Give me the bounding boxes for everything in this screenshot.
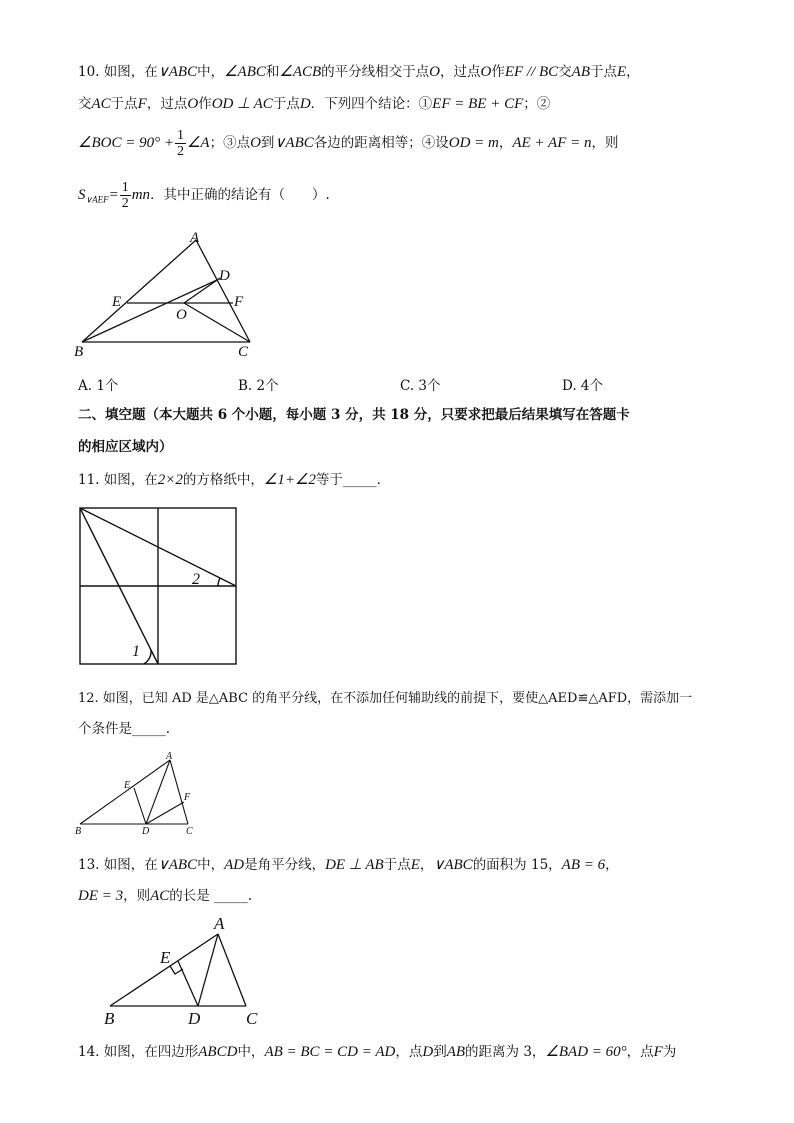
q13-line-1: 13. 如图，在∨ABC中，AD是角平分线，DE ⊥ AB于点E，∨ABC的面积为 15，AB = 6，: [78, 857, 619, 873]
label-c: C: [238, 344, 249, 360]
half-fraction: $\frac{1}{2}$: [176, 128, 184, 159]
label-d: D: [188, 1009, 201, 1028]
label-o: O: [176, 307, 187, 323]
q14-line-1: 14. 如图，在四边形ABCD中，AB = BC = CD = AD，点D到AB的距离为 3，∠BAD = 60°，点F为: [78, 1044, 677, 1060]
label-c: C: [246, 1009, 258, 1028]
label-f: F: [184, 792, 191, 803]
q12-line-1: 12. 如图，已知 AD 是△ABC 的角平分线，在不添加任何辅助线的前提下，要使△AED≌△AFD，需添加一: [78, 691, 693, 706]
label-a: A: [214, 914, 225, 933]
angle-2-label: 2: [192, 571, 200, 588]
q10-line-3: ∠BOC = 90° + $\frac{1}{2}$ ∠A；③点O到∨ABC各边的距离相等；④设OD = m，AE + AF = n，则: [78, 128, 619, 159]
section-2-title-line-2: 的相应区域内）: [78, 439, 173, 455]
q11-text: 11. 如图，在2×2的方格纸中，∠1+∠2等于_____．: [78, 472, 391, 488]
q10-option-d[interactable]: D. 4个: [562, 378, 604, 394]
q11-grid-figure: [78, 506, 240, 668]
label-a: A: [190, 230, 200, 246]
label-b: B: [104, 1009, 115, 1028]
q12-triangle-figure: [72, 750, 202, 838]
q12-line-2: 个条件是_____.: [78, 721, 171, 737]
section-2-title-line-1: 二、填空题（本大题共 6 个小题，每小题 3 分，共 18 分，只要求把最后结果填写在答题卡: [78, 407, 630, 423]
label-b: B: [74, 344, 84, 360]
q10-line-1: 10. 如图，在∨ABC中，∠ABC和∠ACB的平分线相交于点O，过点O作EF // BC交AB于点E，: [78, 64, 640, 80]
q10-line-4: $S_{\vee AEF}=$ $\frac{1}{2}$ mn．其中正确的结论有（ ）.: [78, 180, 330, 211]
label-d: D: [219, 268, 230, 284]
q10-line-2: 交AC于点F，过点O作OD ⊥ AC于点D．下列四个结论：①EF = BE + CF；②: [78, 96, 551, 112]
label-d: D: [142, 826, 150, 837]
q10-option-a[interactable]: A. 1个: [78, 378, 119, 394]
label-c: C: [186, 826, 193, 837]
label-f: F: [234, 294, 244, 310]
q10-option-c[interactable]: C. 3个: [400, 378, 441, 394]
q10-triangle-figure: [72, 228, 262, 360]
q13-line-2: DE = 3，则AC的长是 _____.: [78, 888, 253, 904]
angle-1-label: 1: [132, 643, 140, 660]
q10-option-b[interactable]: B. 2个: [238, 378, 279, 394]
label-e: E: [160, 948, 171, 967]
q13-triangle-figure: [100, 912, 270, 1030]
label-a: A: [166, 751, 173, 762]
half-fraction-2: $\frac{1}{2}$: [121, 180, 129, 211]
label-e: E: [124, 780, 131, 791]
label-b: B: [75, 826, 82, 837]
label-e: E: [112, 294, 122, 310]
